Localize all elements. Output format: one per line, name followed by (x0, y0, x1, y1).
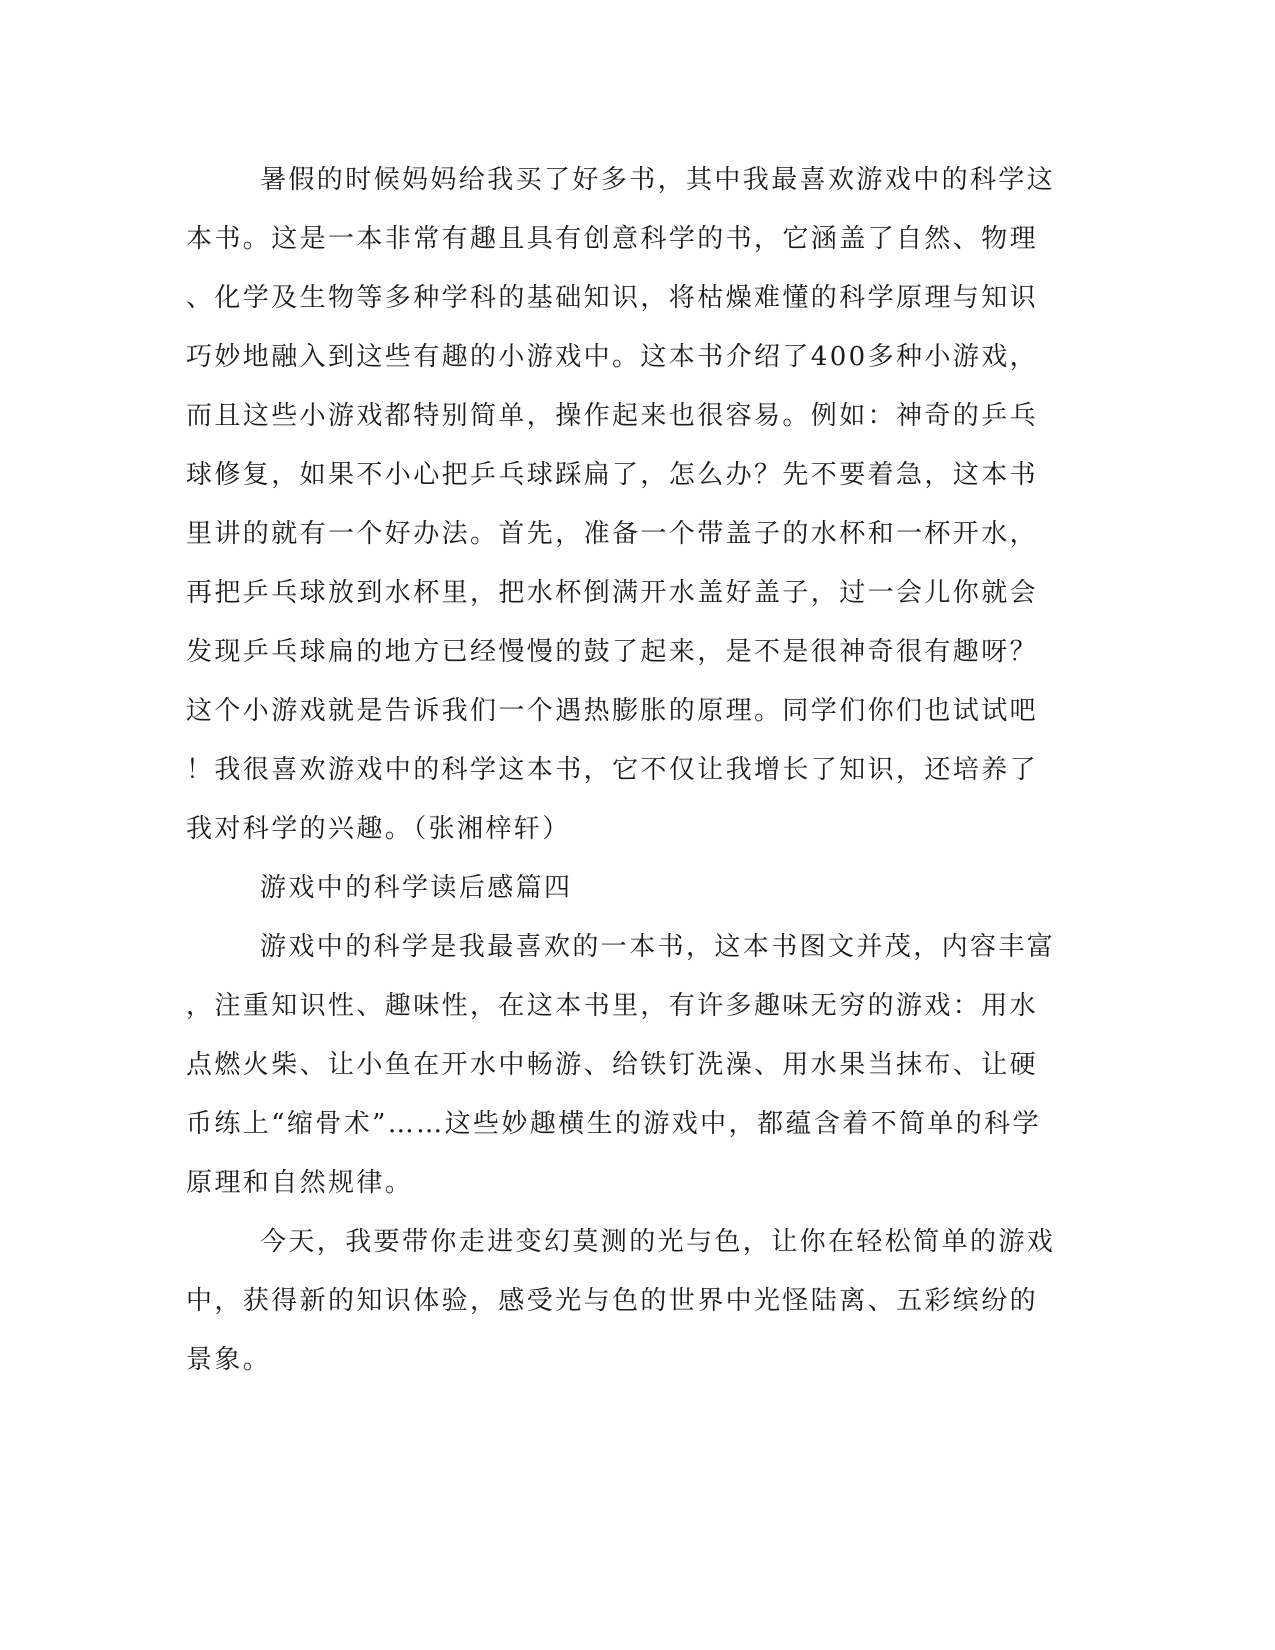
paragraph-line: 巧妙地融入到这些有趣的小游戏中。这本书介绍了400多种小游戏， (186, 342, 1039, 372)
paragraph-line: 而且这些小游戏都特别简单，操作起来也很容易。例如：神奇的乒乓 (186, 401, 1039, 431)
paragraph-line: 球修复，如果不小心把乒乓球踩扁了，怎么办？先不要着急，这本书 (186, 460, 1039, 490)
paragraph-line: 本书。这是一本非常有趣且具有创意科学的书，它涵盖了自然、物理 (186, 224, 1039, 254)
paragraph-line: 中，获得新的知识体验，感受光与色的世界中光怪陆离、五彩缤纷的 (186, 1286, 1039, 1316)
paragraph-line: 暑假的时候妈妈给我买了好多书，其中我最喜欢游戏中的科学这 (260, 165, 1056, 195)
paragraph-line: 我对科学的兴趣。（张湘梓轩） (186, 814, 571, 844)
paragraph-line: 里讲的就有一个好办法。首先，准备一个带盖子的水杯和一杯开水， (186, 519, 1039, 549)
paragraph-line: 点燃火柴、让小鱼在开水中畅游、给铁钉洗澡、用水果当抹布、让硬 (186, 1050, 1039, 1080)
paragraph-line: ！我很喜欢游戏中的科学这本书，它不仅让我增长了知识，还培养了 (186, 755, 1039, 785)
paragraph-line: 游戏中的科学是我最喜欢的一本书，这本书图文并茂，内容丰富 (260, 932, 1056, 962)
paragraph-line: 景象。 (186, 1345, 272, 1375)
section-heading: 游戏中的科学读后感篇四 (260, 873, 573, 903)
paragraph-line: 这个小游戏就是告诉我们一个遇热膨胀的原理。同学们你们也试试吧 (186, 696, 1039, 726)
paragraph-line: 再把乒乓球放到水杯里，把水杯倒满开水盖好盖子，过一会儿你就会 (186, 578, 1039, 608)
paragraph-line: 币练上“缩骨术”……这些妙趣横生的游戏中，都蕴含着不简单的科学 (186, 1109, 1041, 1139)
paragraph-line: ，注重知识性、趣味性，在这本书里，有许多趣味无穷的游戏：用水 (186, 991, 1039, 1021)
paragraph-line: 、化学及生物等多种学科的基础知识，将枯燥难懂的科学原理与知识 (186, 283, 1039, 313)
paragraph-line: 今天，我要带你走进变幻莫测的光与色，让你在轻松简单的游戏 (260, 1227, 1056, 1257)
paragraph-line: 发现乒乓球扁的地方已经慢慢的鼓了起来，是不是很神奇很有趣呀？ (186, 637, 1039, 667)
paragraph-line: 原理和自然规律。 (186, 1168, 414, 1198)
